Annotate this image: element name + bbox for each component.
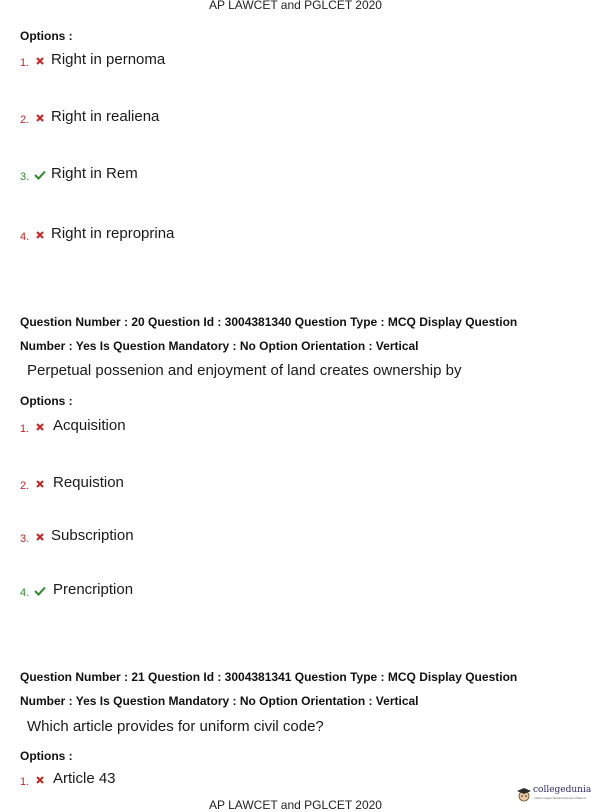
option-number: 1. bbox=[20, 57, 30, 69]
check-icon bbox=[33, 584, 47, 598]
cross-icon bbox=[33, 228, 47, 242]
option-text: Right in pernoma bbox=[51, 51, 166, 68]
cross-icon bbox=[33, 530, 47, 544]
page-footer: AP LAWCET and PGLCET 2020 bbox=[209, 798, 382, 812]
logo-brand: collegedunia bbox=[533, 785, 591, 795]
cross-icon bbox=[33, 54, 47, 68]
option-text: Right in reproprina bbox=[51, 225, 175, 242]
cross-icon bbox=[33, 477, 47, 491]
question-text: Which article provides for uniform civil code? bbox=[27, 718, 324, 735]
options-label: Options : bbox=[20, 394, 73, 408]
option-text: Right in Rem bbox=[51, 165, 138, 182]
question-meta-line1: Question Number : 21 Question Id : 3004381341 Question Type : MCQ Display Question bbox=[20, 670, 518, 684]
option-number: 2. bbox=[20, 114, 30, 126]
option-number: 3. bbox=[20, 171, 30, 183]
option-text: Right in realiena bbox=[51, 108, 160, 125]
option-number: 3. bbox=[20, 533, 30, 545]
options-label: Options : bbox=[20, 749, 73, 763]
option-text: Subscription bbox=[51, 527, 134, 544]
option-number: 1. bbox=[20, 423, 30, 435]
option-text: Prencription bbox=[53, 581, 134, 598]
option-number: 1. bbox=[20, 776, 30, 788]
cross-icon bbox=[33, 420, 47, 434]
options-label: Options : bbox=[20, 29, 73, 43]
option-number: 2. bbox=[20, 480, 30, 492]
option-text: Article 43 bbox=[53, 770, 116, 787]
option-number: 4. bbox=[20, 587, 30, 599]
option-number: 4. bbox=[20, 231, 30, 243]
logo-tagline: India's largest Student Review Platform bbox=[534, 796, 587, 800]
option-text: Acquisition bbox=[53, 417, 126, 434]
question-meta-line1: Question Number : 20 Question Id : 3004381340 Question Type : MCQ Display Question bbox=[20, 315, 518, 329]
check-icon bbox=[33, 168, 47, 182]
question-meta-line2: Number : Yes Is Question Mandatory : No Option Orientation : Vertical bbox=[20, 339, 419, 353]
question-meta-line2: Number : Yes Is Question Mandatory : No Option Orientation : Vertical bbox=[20, 694, 419, 708]
page-header: AP LAWCET and PGLCET 2020 bbox=[209, 0, 382, 12]
option-text: Requistion bbox=[53, 474, 124, 491]
cross-icon bbox=[33, 111, 47, 125]
cross-icon bbox=[33, 773, 47, 787]
question-text: Perpetual possenion and enjoyment of land creates ownership by bbox=[27, 362, 462, 379]
